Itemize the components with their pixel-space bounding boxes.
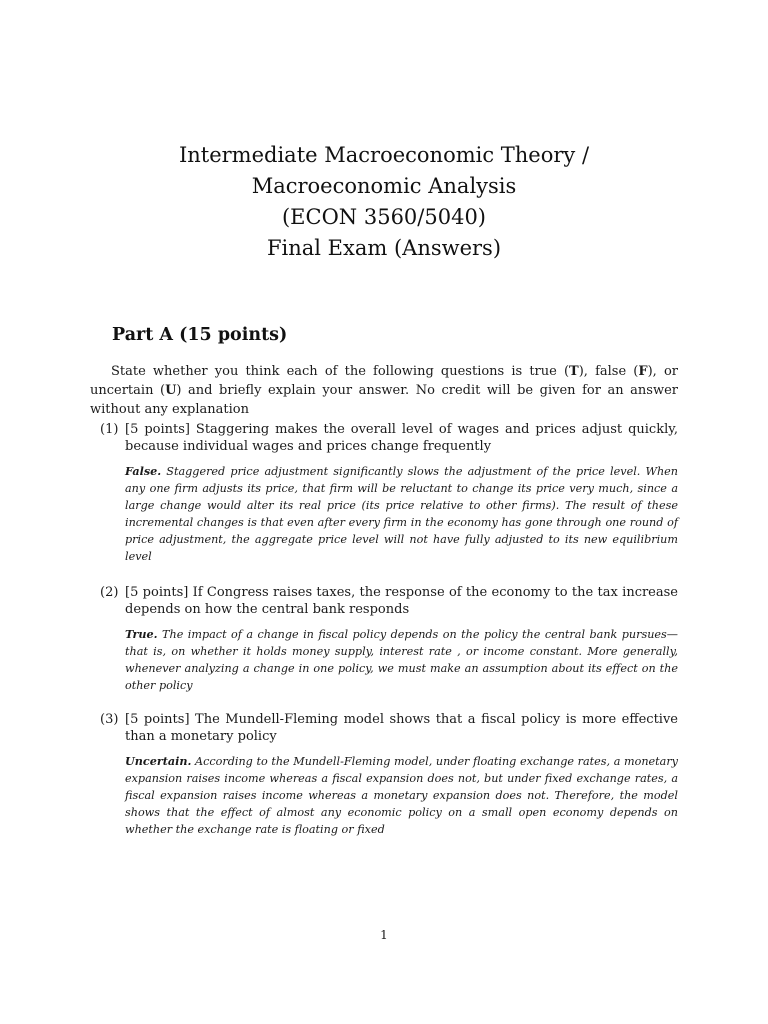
question-text: [5 points] Staggering makes the overall level of wages and prices adjust quickly, because individual wages and prices change frequently [125,422,678,454]
question-1 [100,421,678,565]
question-number: (1) [100,422,119,437]
answer-verdict: True. [125,627,158,641]
answer-verdict: Uncertain. [125,754,192,768]
instructions-text-2: ), false ( [578,364,639,379]
question-text: [5 points] The Mundell-Fleming model shows that a fiscal policy is more effective than a monetary policy [125,712,678,744]
instructions-text-1: State whether you think each of the following questions is true ( [111,364,570,379]
title-line-4: Final Exam (Answers) [266,236,502,260]
title-line-2: Macroeconomic Analysis [251,174,517,198]
question-3 [100,711,678,838]
part-heading: Part A (15 points) [112,325,288,345]
answer-explanation: The impact of a change in fiscal policy depends on the policy the central bank pursues—that is, on whether it holds money supply, interest rate , or income constant. More generally, whenever analyzing a change in one policy, we must make an assumption about its effect on the other policy [125,628,678,692]
question-number: (2) [100,585,119,600]
answer-explanation: According to the Mundell-Fleming model, under floating exchange rates, a monetary expansion raises income whereas a fiscal expansion does not, but under fixed exchange rates, a fiscal expansion raises income whereas a monetary expansion does not. Therefore, the model shows that the effect of almost any economic policy on a small open economy depends on whether the exchange rate is floating or fixed [125,755,678,836]
title-line-3: (ECON 3560/5040) [281,205,486,229]
title-line-1: Intermediate Macroeconomic Theory / [178,143,590,167]
false-marker: F [638,364,648,379]
answer [125,753,678,838]
instructions-text-3: ), or uncertain ( [90,364,678,398]
instructions-paragraph [90,362,678,419]
answer-verdict: False. [125,464,162,478]
answer [125,463,678,565]
answer [125,626,678,694]
question-text: [5 points] If Congress raises taxes, the response of the economy to the tax increase depends on how the central bank responds [125,585,678,617]
question-number: (3) [100,712,119,727]
answer-explanation: Staggered price adjustment significantly slows the adjustment of the price level. When any one firm adjusts its price, that firm will be reluctant to change its price very much, since a large change would alter its real price (its price relative to other firms). The result of these incremental changes is that even after every firm in the economy has gone through one round of price adjustment, the aggregate price level will not have fully adjusted to its new equilibrium level [125,465,678,563]
instructions [90,362,678,419]
question-2 [100,584,678,694]
uncertain-marker: U [165,383,177,398]
page-number: 1 [380,928,388,942]
instructions-text-4: ) and briefly explain your answer. No credit will be given for an answer without any explanation [90,383,678,417]
document-title [0,140,768,264]
true-marker: T [569,364,579,379]
